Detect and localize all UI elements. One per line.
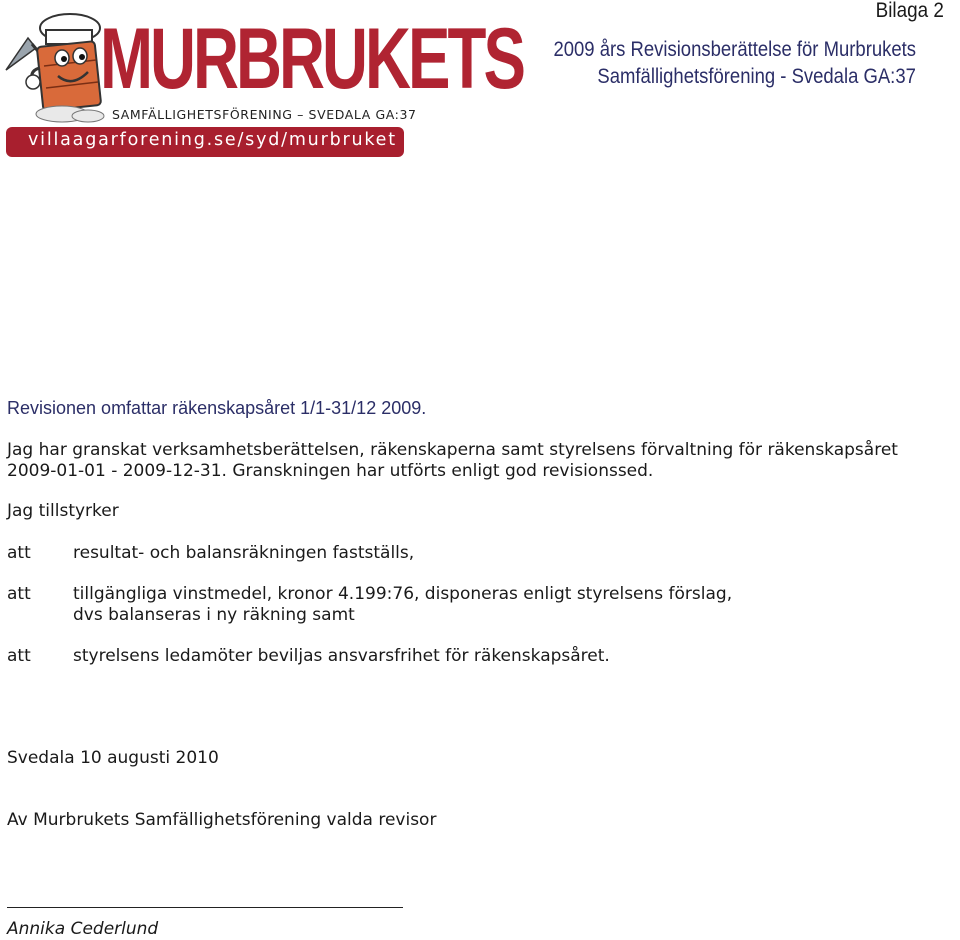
review-statement-line-2: 2009-01-01 - 2009-12-31. Granskningen har utförts enligt god revisionssed. <box>7 461 654 481</box>
signer-name: Annika Cederlund <box>7 919 159 939</box>
signatory-role: Av Murbrukets Samfällighetsförening valda revisor <box>7 810 437 830</box>
brick-mascot-icon <box>2 8 112 128</box>
document-title-line-2: Samfällighetsförening - Svedala GA:37 <box>597 65 916 88</box>
logo-url[interactable]: villaagarforening.se/syd/murbruket <box>28 130 397 150</box>
logo-subtitle: SAMFÄLLIGHETSFÖRENING – SVEDALA GA:37 <box>112 107 417 122</box>
murbrukets-logo <box>2 8 523 158</box>
item-prefix: att <box>7 646 31 666</box>
item-text: resultat- och balansräkningen fastställs, <box>73 543 415 563</box>
place-and-date: Svedala 10 augusti 2010 <box>7 748 219 768</box>
item-prefix: att <box>7 543 31 563</box>
audit-scope: Revisionen omfattar räkenskapsåret 1/1-31/12 2009. <box>7 398 427 418</box>
item-prefix: att <box>7 584 31 604</box>
document-title-line-1: 2009 års Revisionsberättelse för Murbrukets <box>553 38 916 61</box>
item-text-continued: dvs balanseras i ny räkning samt <box>73 605 355 625</box>
logo-wordmark: MURBRUKETS <box>100 11 523 107</box>
item-text: styrelsens ledamöter beviljas ansvarsfrihet för räkenskapsåret. <box>73 646 610 666</box>
review-statement-line-1: Jag har granskat verksamhetsberättelsen, räkenskaperna samt styrelsens förvaltning för räkenskapsåret <box>7 440 898 460</box>
item-text: tillgängliga vinstmedel, kronor 4.199:76, disponeras enligt styrelsens förslag, <box>73 584 733 604</box>
signature-line <box>7 907 403 908</box>
recommendation-heading: Jag tillstyrker <box>7 501 119 521</box>
attachment-label: Bilaga 2 <box>875 0 944 22</box>
